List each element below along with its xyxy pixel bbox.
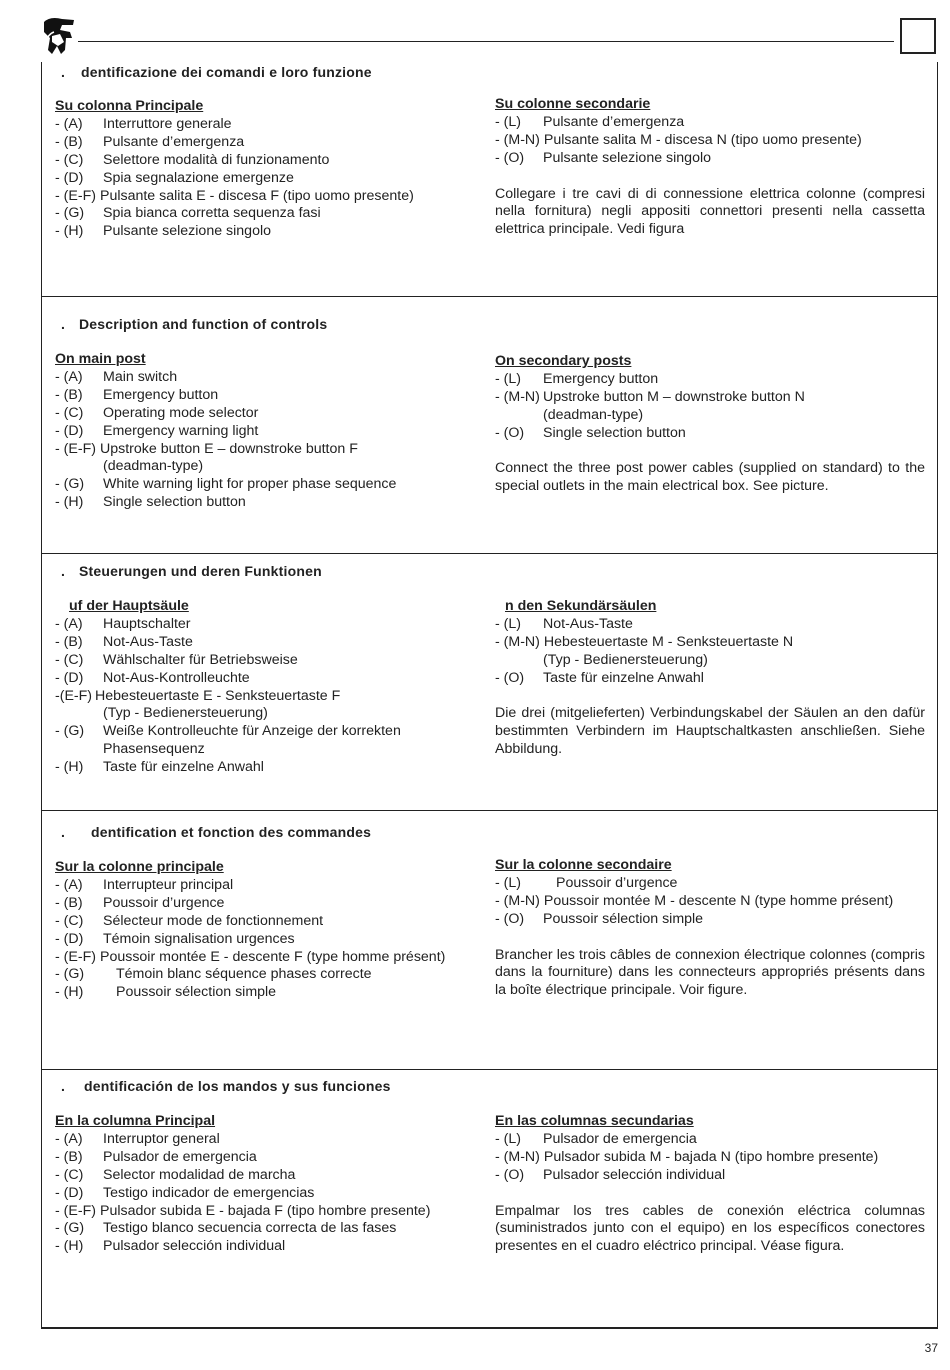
section-title: . dentification et fonction des commandes [61,824,372,840]
list-item: - (B) Pulsante d’emergenza [55,133,245,150]
main-post-column [55,98,495,241]
list-item: - (C) Wählschalter für Betriebsweise [55,651,298,668]
list-item: - (A) Main switch [55,368,178,385]
section-title: . dentificazione dei comandi e loro funzione [61,64,372,80]
list-item-continuation: (deadman-type) [103,458,204,475]
column-heading: Su colonna Principale [55,98,204,114]
list-item: - (C) Selettore modalità di funzionamento [55,151,330,168]
list-item: - (M-N) Upstroke button M – downstroke button N [495,388,805,405]
column-heading: n den Sekundärsäulen [505,598,657,614]
list-item: - (A) Interruptor general [55,1130,220,1147]
connection-note: Connect the three post power cables (supplied on standard) to the special outlets in the main electrical box. See picture. [495,460,925,495]
list-item: - (H) Taste für einzelne Anwahl [55,759,264,776]
list-item: - (M-N) Pulsador subida M - bajada N (tipo hombre presente) [495,1148,879,1165]
list-item: - (G) Témoin blanc séquence phases correcte [55,966,372,983]
secondary-posts-column [495,96,925,239]
column-heading: On main post [55,351,146,367]
brand-logo-icon [40,16,80,56]
list-item: - (H) Poussoir sélection simple [55,984,277,1001]
list-item: - (B) Not-Aus-Taste [55,633,193,650]
section-divider [41,1069,938,1070]
header-box [900,18,936,54]
list-item-continuation: (deadman-type) [543,406,644,423]
column-heading: On secondary posts [495,353,632,369]
list-item: - (H) Single selection button [55,494,246,511]
column-heading: Sur la colonne principale [55,859,224,875]
list-item: - (H) Pulsador selección individual [55,1238,286,1255]
connection-note: Empalmar los tres cables de conexión eléctrica columnas (suministrados junto con el equipo) en los específicos conectores presentes en el cuadro eléctrico principal. Véase figura. [495,1202,925,1255]
section-title: . Description and function of controls [61,316,328,332]
list-item: - (B) Emergency button [55,386,219,403]
list-item: - (E-F) Pulsante salita E - discesa F (tipo uomo presente) [55,187,414,204]
list-item: - (C) Selector modalidad de marcha [55,1166,296,1183]
list-item: -(E-F) Hebesteuertaste E - Senksteuertaste F [55,687,341,704]
secondary-posts-column [495,353,925,496]
list-item: - (D) Not-Aus-Kontrolleuchte [55,669,250,686]
list-item: - (L) Pulsante d’emergenza [495,113,685,130]
list-item: - (C) Operating mode selector [55,404,259,421]
list-item: - (G) White warning light for proper phase sequence [55,476,397,493]
list-item: - (O) Pulsador selección individual [495,1166,726,1183]
list-item: - (A) Interrupteur principal [55,876,234,893]
list-item-continuation: Phasensequenz [103,741,205,758]
main-post-column [55,598,495,777]
list-item: - (O) Poussoir sélection simple [495,910,704,927]
list-item: - (H) Pulsante selezione singolo [55,223,271,240]
list-item: - (O) Single selection button [495,424,686,441]
header-rule [78,41,894,42]
list-item: - (D) Témoin signalisation urgences [55,930,295,947]
list-item: - (O) Taste für einzelne Anwahl [495,669,704,686]
list-item: - (G) Testigo blanco secuencia correcta de las fases [55,1220,397,1237]
column-heading: En las columnas secundarias [495,1113,694,1129]
list-item: - (L) Not-Aus-Taste [495,615,633,632]
main-post-column [55,351,495,512]
list-item: - (G) Weiße Kontrolleuchte für Anzeige der korrekten [55,723,401,740]
list-item: - (M-N) Hebesteuertaste M - Senksteuertaste N [495,633,794,650]
page-number: 37 [924,1341,938,1355]
list-item-continuation: (Typ - Bedienersteuerung) [103,705,268,722]
secondary-posts-column [495,598,925,759]
secondary-posts-column [495,857,925,1000]
connection-note: Brancher les trois câbles de connexion électrique colonnes (compris dans la fourniture) dans les connecteurs appropriés présents dans la boîte électrique principale. Voir figure. [495,946,925,999]
list-item: - (B) Pulsador de emergencia [55,1148,257,1165]
list-item: - (M-N) Poussoir montée M - descente N (type homme présent) [495,892,894,909]
section-divider [41,810,938,811]
list-item: - (G) Spia bianca corretta sequenza fasi [55,205,321,222]
list-item: - (A) Interruttore generale [55,115,232,132]
list-item: - (B) Poussoir d’urgence [55,894,225,911]
connection-note: Collegare i tre cavi di di connessione elettrica colonne (compresi nella fornitura) negli appositi connettori presenti nella cassetta elettrica principale. Vedi figura [495,185,925,238]
main-post-column [55,1113,495,1256]
list-item: - (A) Hauptschalter [55,615,191,632]
list-item-continuation: (Typ - Bedienersteuerung) [543,651,708,668]
column-heading: Su colonne secondarie [495,96,651,112]
list-item: - (E-F) Upstroke button E – downstroke button F [55,440,358,457]
secondary-posts-column [495,1113,925,1256]
list-item: - (D) Testigo indicador de emergencias [55,1184,315,1201]
column-heading: Sur la colonne secondaire [495,857,672,873]
section-title: . dentificación de los mandos y sus funciones [61,1078,391,1094]
section-divider [41,296,938,297]
section-title: . Steuerungen und deren Funktionen [61,563,322,579]
list-item: - (E-F) Pulsador subida E - bajada F (tipo hombre presente) [55,1202,431,1219]
list-item: - (L) Pulsador de emergencia [495,1130,697,1147]
list-item: - (E-F) Poussoir montée E - descente F (type homme présent) [55,948,446,965]
column-heading: uf der Hauptsäule [69,598,189,614]
section-divider [41,553,938,554]
list-item: - (O) Pulsante selezione singolo [495,149,711,166]
list-item: - (D) Emergency warning light [55,422,259,439]
list-item: - (L) Poussoir d’urgence [495,874,678,891]
main-post-column [55,859,495,1002]
list-item: - (D) Spia segnalazione emergenze [55,169,294,186]
list-item: - (M-N) Pulsante salita M - discesa N (tipo uomo presente) [495,131,862,148]
list-item: - (L) Emergency button [495,370,659,387]
connection-note: Die drei (mitgelieferten) Verbindungskabel der Säulen an den dafür bestimmten Verbindern im Hauptschaltkasten anschließen. Siehe Abbildung. [495,705,925,758]
list-item: - (C) Sélecteur mode de fonctionnement [55,912,324,929]
column-heading: En la columna Principal [55,1113,216,1129]
